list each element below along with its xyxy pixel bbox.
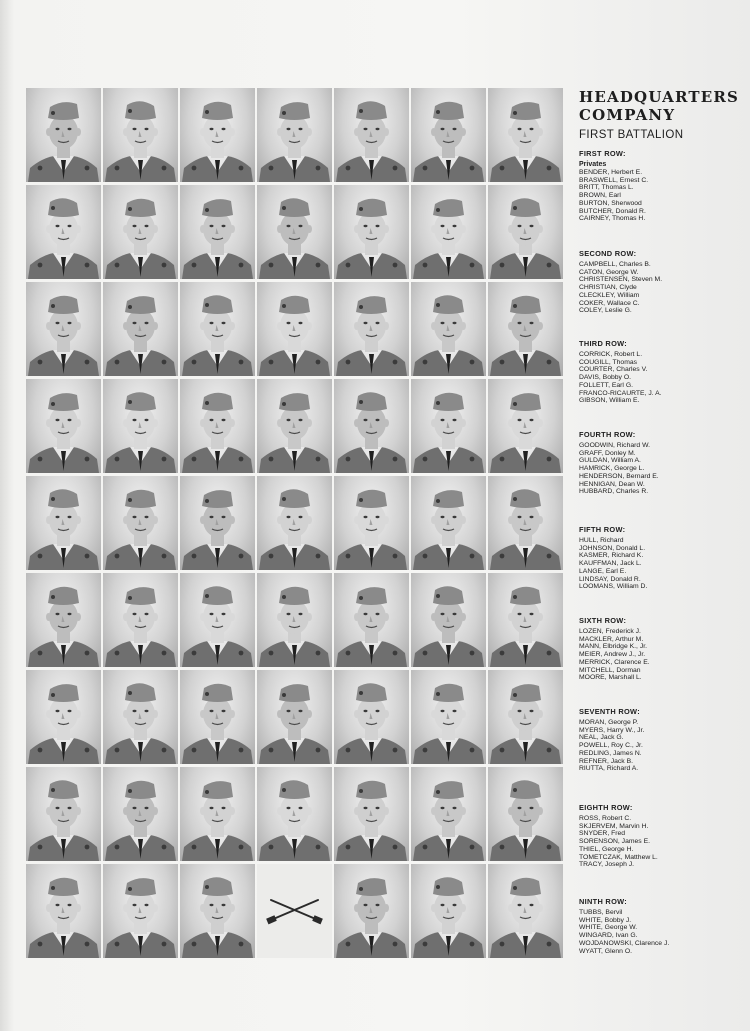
soldier-name: BRASWELL, Ernest C. [579,176,649,184]
soldier-name: MORAN, George P. [579,719,639,726]
soldier-portrait [257,379,332,473]
soldier-name: BUTCHER, Donald R. [579,207,646,215]
soldier-portrait [334,670,409,764]
soldier-name: WOJDANOWSKI, Clarence J. [579,939,670,947]
soldier-name: HAMRICK, George L. [579,465,645,473]
soldier-name: SNYDER, Fred [579,830,626,838]
soldier-name: BENDER, Herbert E. [579,169,643,176]
soldier-name: WHITE, George W. [579,924,638,932]
soldier-portrait [180,864,255,958]
soldier-name: LANGE, Earl E. [579,567,627,575]
row-title: NINTH ROW: [579,897,628,906]
soldier-portrait [103,185,178,279]
soldier-portrait [488,88,563,182]
soldier-portrait [180,670,255,764]
crossed-rifles-icon [257,864,332,958]
soldier-portrait [103,767,178,861]
battalion-label: FIRST BATTALION [579,129,684,141]
soldier-portrait [334,88,409,182]
name-list [579,169,744,223]
soldier-name: WYATT, Glenn O. [579,947,633,955]
name-list [579,261,744,315]
name-list [579,537,744,591]
soldier-name: CHRISTIAN, Clyde [579,284,637,292]
soldier-portrait [411,573,486,667]
soldier-name: ROSS, Robert C. [579,815,632,822]
soldier-portrait [103,476,178,570]
soldier-name: MANN, Elbridge K., Jr. [579,643,647,651]
soldier-name: BROWN, Earl [579,192,621,200]
soldier-portrait [26,670,101,764]
soldier-name: MITCHELL, Dorman [579,666,641,674]
soldier-portrait [334,573,409,667]
soldier-portrait [411,282,486,376]
soldier-name: TRACY, Joseph J. [579,861,635,869]
soldier-name: COURTER, Charles V. [579,366,648,374]
soldier-portrait [488,476,563,570]
soldier-portrait [257,88,332,182]
soldier-name: KAUFFMAN, Jack L. [579,560,642,568]
soldier-portrait [180,185,255,279]
soldier-portrait [26,282,101,376]
soldier-name: SORENSON, James E. [579,838,651,846]
soldier-name: JOHNSON, Donald L. [579,544,646,552]
portrait-grid [26,88,563,958]
soldier-portrait [26,476,101,570]
soldier-name: HUBBARD, Charles R. [579,488,649,496]
soldier-portrait [103,88,178,182]
rank-subheading: Privates [579,161,607,168]
soldier-portrait [103,573,178,667]
soldier-name: CORRICK, Robert L. [579,351,643,358]
soldier-name: BRITT, Thomas L. [579,184,634,192]
soldier-portrait [334,185,409,279]
roster-row-2 [579,249,744,315]
soldier-name: HULL, Richard [579,537,624,544]
soldier-portrait [257,670,332,764]
soldier-portrait [411,88,486,182]
soldier-name: KASMER, Richard K. [579,552,644,560]
soldier-name: MYERS, Harry W., Jr. [579,726,645,734]
name-list [579,909,744,955]
soldier-portrait [26,185,101,279]
soldier-portrait [103,379,178,473]
soldier-name: WINGARD, Ivan G. [579,932,638,940]
soldier-portrait [488,379,563,473]
row-title: THIRD ROW: [579,339,628,348]
row-title: SIXTH ROW: [579,616,627,625]
roster-row-6 [579,616,744,682]
soldier-portrait [411,185,486,279]
soldier-portrait [411,379,486,473]
soldier-name: TUBBS, Bervil [579,909,623,916]
soldier-portrait [334,476,409,570]
soldier-portrait [26,88,101,182]
soldier-portrait [488,185,563,279]
soldier-name: REFNER, Jack B. [579,757,634,765]
soldier-portrait [257,282,332,376]
soldier-name: MEIER, Andrew J., Jr. [579,651,646,659]
soldier-name: LOZEN, Frederick J. [579,628,641,635]
soldier-name: POWELL, Roy C., Jr. [579,742,643,750]
soldier-name: DAVIS, Bobby O. [579,374,632,382]
soldier-name: CATON, George W. [579,268,639,276]
soldier-portrait [180,573,255,667]
soldier-portrait [257,573,332,667]
soldier-portrait [26,864,101,958]
soldier-name: NEAL, Jack G. [579,734,624,742]
soldier-name: CAMPBELL, Charles B. [579,261,651,268]
soldier-name: LOOMANS, William D. [579,583,648,591]
soldier-portrait [180,282,255,376]
company-title-line2: COMPANY [579,106,676,124]
row-title: FOURTH ROW: [579,430,636,439]
soldier-name: BURTON, Sherwood [579,199,642,207]
soldier-portrait [334,767,409,861]
soldier-portrait [334,379,409,473]
soldier-name: TOMETCZAK, Matthew L. [579,853,658,861]
row-title: SECOND ROW: [579,249,637,258]
roster-row-1 [579,149,744,223]
row-title: SEVENTH ROW: [579,707,640,716]
soldier-name: THIEL, George H. [579,845,634,853]
soldier-name: LINDSAY, Donald R. [579,575,641,583]
soldier-name: COUGILL, Thomas [579,358,638,366]
soldier-portrait [488,670,563,764]
soldier-name: MERRICK, Clarence E. [579,658,650,666]
row-title: FIFTH ROW: [579,525,626,534]
roster-row-5 [579,525,744,591]
soldier-portrait [180,379,255,473]
soldier-name: CHRISTENSEN, Steven M. [579,276,663,284]
soldier-name: GOODWIN, Richard W. [579,442,650,449]
soldier-name: RIUTTA, Richard A. [579,765,639,773]
soldier-name: FOLLETT, Earl G. [579,381,634,389]
soldier-name: CAIRNEY, Thomas H. [579,215,646,223]
soldier-name: COKER, Wallace C. [579,299,640,307]
soldier-portrait [257,476,332,570]
roster-caption [579,88,744,955]
soldier-name: FRANCO-RICAURTE, J. A. [579,389,662,397]
soldier-name: SKJERVEM, Marvin H. [579,822,649,830]
row-title: FIRST ROW: [579,149,626,158]
soldier-portrait [488,282,563,376]
soldier-portrait [257,767,332,861]
soldier-name: WHITE, Bobby J. [579,916,632,924]
soldier-name: HENDERSON, Bernard E. [579,472,659,480]
soldier-portrait [180,767,255,861]
roster-row-7 [579,707,744,773]
row-title: EIGHTH ROW: [579,803,633,812]
soldier-portrait [180,88,255,182]
roster-row-4 [579,430,744,496]
soldier-portrait [180,476,255,570]
soldier-name: GULDAN, William A. [579,457,641,465]
soldier-portrait [26,767,101,861]
company-title-line1: HEADQUARTERS [579,88,740,106]
soldier-portrait [488,767,563,861]
soldier-name: CLECKLEY, William [579,291,640,299]
soldier-portrait [103,282,178,376]
soldier-portrait [411,670,486,764]
name-list [579,442,744,496]
company-title [579,88,744,124]
roster-row-9 [579,897,744,955]
soldier-name: HENNIGAN, Dean W. [579,480,645,488]
name-list [579,815,744,869]
soldier-name: COLEY, Leslie G. [579,307,632,315]
soldier-portrait [488,573,563,667]
soldier-name: GRAFF, Donley M. [579,449,636,457]
soldier-name: MACKLER, Arthur M. [579,635,644,643]
soldier-portrait [103,670,178,764]
roster-row-8 [579,803,744,869]
name-list [579,719,744,773]
soldier-portrait [257,185,332,279]
soldier-portrait [411,864,486,958]
soldier-portrait [411,476,486,570]
soldier-name: GIBSON, William E. [579,397,640,405]
soldier-portrait [26,379,101,473]
soldier-portrait [334,864,409,958]
soldier-portrait [103,864,178,958]
roster-row-3 [579,339,744,405]
name-list [579,628,744,682]
soldier-portrait [26,573,101,667]
name-list [579,351,744,405]
soldier-portrait [411,767,486,861]
soldier-portrait [334,282,409,376]
soldier-name: REDLING, James N. [579,749,642,757]
soldier-portrait [488,864,563,958]
soldier-name: MOORE, Marshall L. [579,674,642,682]
